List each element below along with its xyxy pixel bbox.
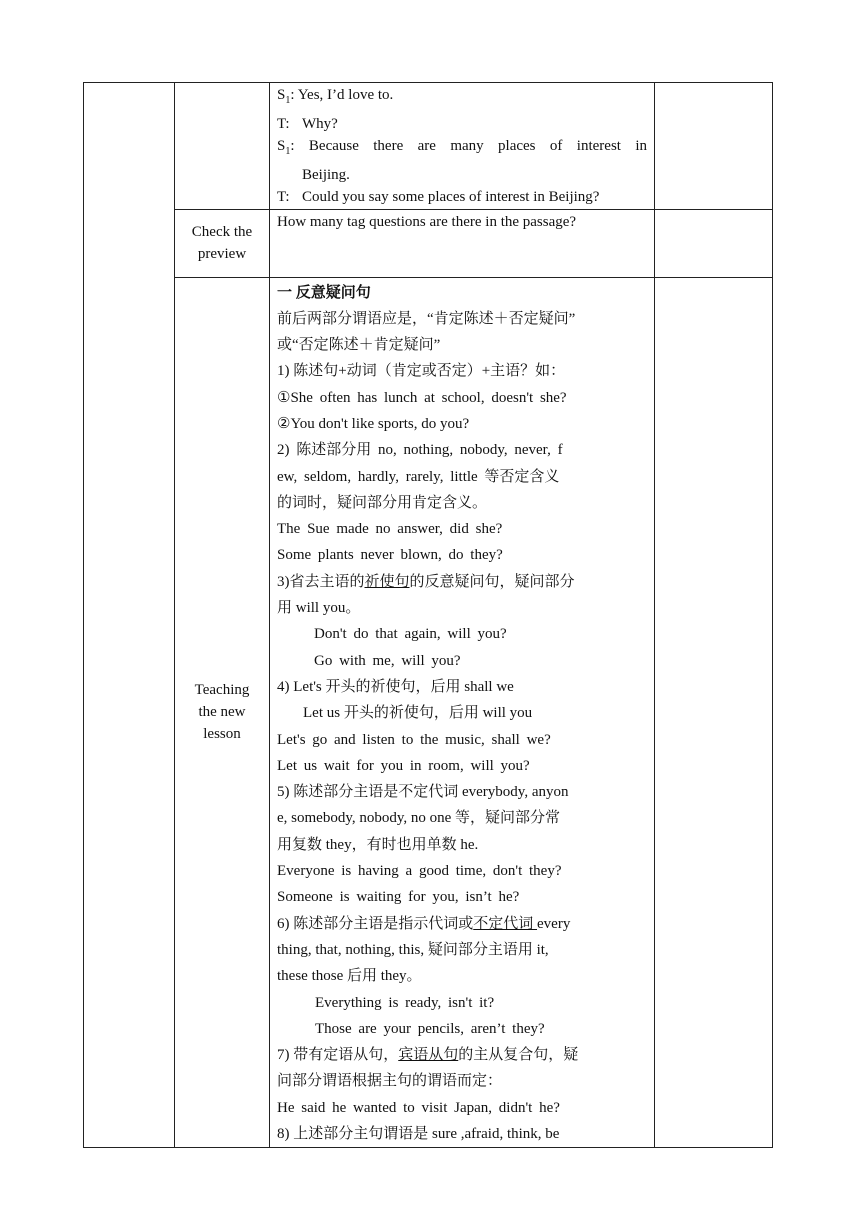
text-line: thing, that, nothing, this, 疑问部分主语用 it, xyxy=(277,941,549,958)
example-line: Some plants never blown, do they? xyxy=(277,547,503,564)
preview-question: How many tag questions are there in the passage? xyxy=(277,213,577,230)
lesson-plan-table xyxy=(83,82,773,1148)
rule-8: 8) 上述部分主句谓语是 sure ,afraid, think, be xyxy=(277,1126,560,1142)
row-label-check-preview: Check the preview xyxy=(175,209,270,277)
example-line: Those are your pencils, aren’t they? xyxy=(315,1020,545,1037)
table-row xyxy=(84,209,773,277)
row-label-cell xyxy=(175,83,270,210)
text-line: ew, seldom, hardly, rarely, little 等否定含义 xyxy=(277,468,560,485)
dialogue-line: T: Could you say some places of interest in Beijing? xyxy=(277,189,600,205)
rule-4: 4) Let's 开头的祈使句，后用 shall we xyxy=(277,678,514,695)
text-line: these those 后用 they。 xyxy=(277,968,422,985)
example-line: Let's go and listen to the music, shall we? xyxy=(277,731,551,748)
text-line: Let us 开头的祈使句，后用 will you xyxy=(303,705,533,722)
text-line: 或“否定陈述＋肯定疑问” xyxy=(277,337,441,354)
notes-cell xyxy=(655,277,773,1148)
example-line: Don't do that again, will you? xyxy=(314,626,507,643)
rule-6: 6) 陈述部分主语是指示代词或不定代词 every xyxy=(277,915,571,932)
outer-left-cell xyxy=(84,83,175,1148)
table-row xyxy=(84,277,773,1148)
example-line: Everything is ready, isn't it? xyxy=(315,994,495,1011)
rule-1: 1) 陈述句+动词（肯定或否定）+主语？如： xyxy=(277,363,566,380)
rule-7: 7) 带有定语从句，宾语从句的主从复合句，疑 xyxy=(277,1047,579,1064)
dialogue-line: $S_1$: Yes, I’d love to. xyxy=(277,87,394,106)
example-line: The Sue made no answer, did she? xyxy=(277,521,503,538)
text-line: 用 will you。 xyxy=(277,600,361,617)
text-line: 前后两部分谓语应是，“肯定陈述＋否定疑问” xyxy=(277,310,576,327)
example-line: ①She often has lunch at school, doesn't she? xyxy=(277,389,567,406)
notes-cell xyxy=(655,209,773,277)
example-line: Go with me, will you? xyxy=(314,652,461,669)
dialogue-cell xyxy=(270,83,655,210)
dialogue-line: $S_1$: Because there are many places of interest in xyxy=(277,138,647,157)
preview-question-cell xyxy=(270,209,655,277)
rule-3: 3)省去主语的祈使句的反意疑问句，疑问部分 xyxy=(277,573,575,590)
text-line: e, somebody, nobody, no one 等，疑问部分常 xyxy=(277,810,561,827)
dialogue-line: Beijing. xyxy=(302,166,350,183)
row-label-teaching-new-lesson: Teaching the new lesson xyxy=(175,277,270,1148)
example-line: Someone is waiting for you, isn’t he? xyxy=(277,889,520,906)
notes-cell xyxy=(655,83,773,210)
rule-2: 2) 陈述部分用 no, nothing, nobody, never, f xyxy=(277,442,563,459)
example-line: ②You don't like sports, do you? xyxy=(277,415,470,432)
example-line: Everyone is having a good time, don't they? xyxy=(277,863,562,880)
example-line: He said he wanted to visit Japan, didn't he? xyxy=(277,1099,560,1116)
grammar-notes-cell xyxy=(270,277,655,1148)
example-line: Let us wait for you in room, will you? xyxy=(277,757,530,774)
table-row xyxy=(84,83,773,210)
dialogue-line: T: Why? xyxy=(277,115,338,132)
rule-5: 5) 陈述部分主语是不定代词 everybody, anyon xyxy=(277,784,569,801)
text-line: 用复数 they，有时也用单数 he. xyxy=(277,836,479,853)
text-line: 问部分谓语根据主句的谓语而定： xyxy=(277,1073,503,1090)
text-line: 的词时，疑问部分用肯定含义。 xyxy=(277,494,488,511)
section-heading: 一 反意疑问句 xyxy=(277,284,371,301)
